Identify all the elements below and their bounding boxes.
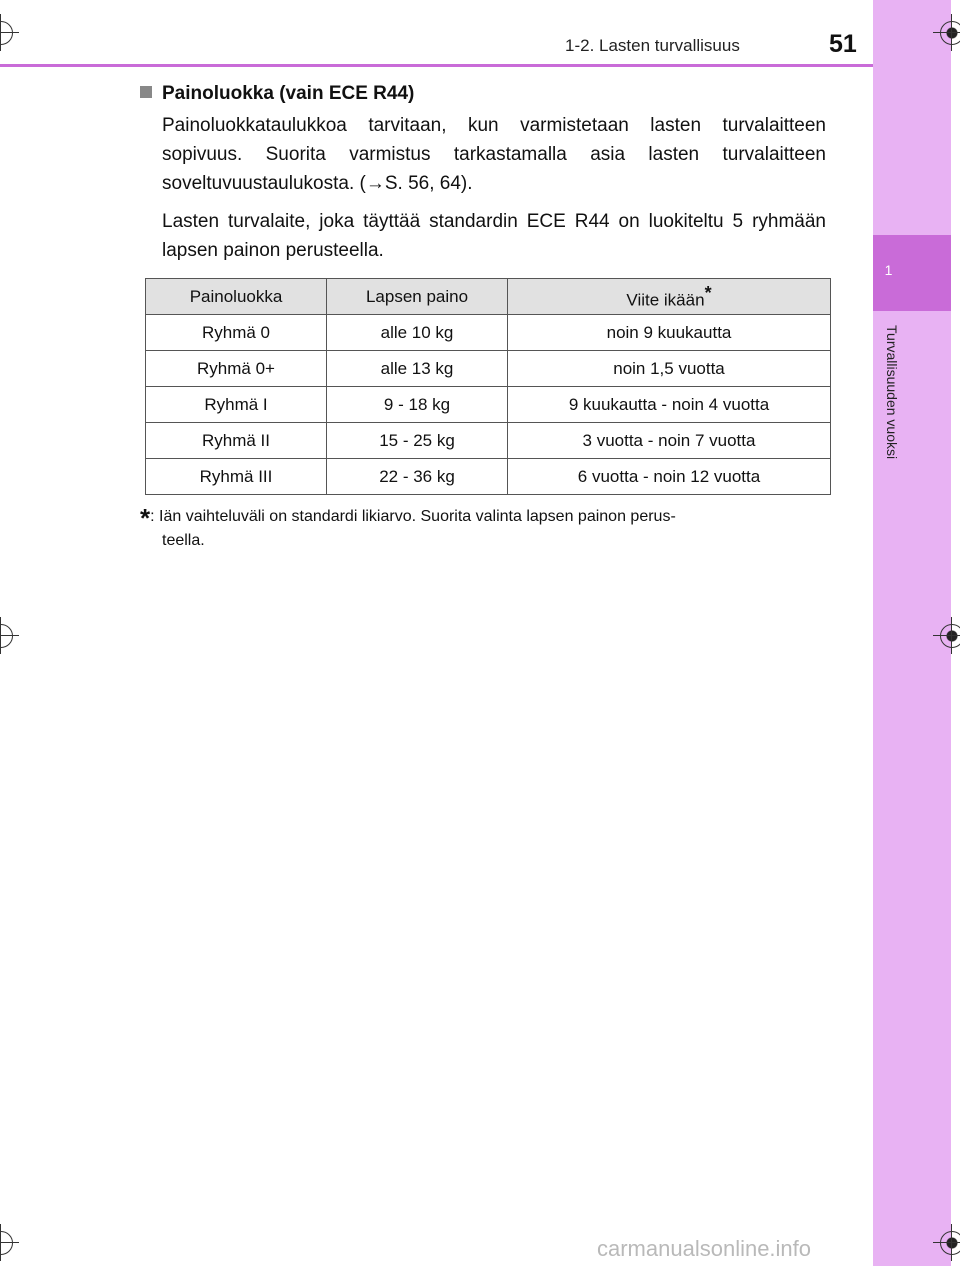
- asterisk-mark: *: [704, 282, 712, 303]
- table-row: [146, 459, 831, 495]
- table-cell: Ryhmä 0: [146, 315, 327, 351]
- chapter-number: 1: [884, 262, 893, 278]
- column-header: Lapsen paino: [327, 279, 508, 315]
- footnote: [140, 504, 828, 531]
- table-cell: noin 9 kuukautta: [508, 315, 831, 351]
- table-cell: 9 - 18 kg: [327, 387, 508, 423]
- footnote-asterisk: *: [140, 503, 151, 533]
- watermark: carmanualsonline.info: [597, 1236, 812, 1261]
- crop-mark-icon: [940, 1231, 960, 1255]
- table-row: [146, 315, 831, 351]
- weight-class-table: [145, 278, 831, 495]
- column-header-age: [508, 279, 831, 315]
- table-cell: 9 kuukautta - noin 4 vuotta: [508, 387, 831, 423]
- paragraph-2: Lasten turvalaite, joka täyttää standardin ECE R44 on luokiteltu 5 ryhmään lapsen painon perusteella.: [162, 211, 826, 261]
- table-row: [146, 351, 831, 387]
- table-cell: Ryhmä I: [146, 387, 327, 423]
- crop-mark-icon: [0, 21, 13, 45]
- chapter-title: Turvallisuuden vuoksi: [884, 325, 900, 460]
- table-cell: noin 1,5 vuotta: [508, 351, 831, 387]
- table-cell: 3 vuotta - noin 7 vuotta: [508, 423, 831, 459]
- column-header: Painoluokka: [146, 279, 327, 315]
- header-rule: [0, 64, 873, 67]
- table-row: [146, 423, 831, 459]
- table-cell: Ryhmä III: [146, 459, 327, 495]
- column-header-text: Viite ikään: [626, 290, 705, 310]
- section-heading: [140, 83, 414, 105]
- table-cell: 15 - 25 kg: [327, 423, 508, 459]
- table-header-row: [146, 279, 831, 315]
- crop-mark-icon: [0, 624, 13, 648]
- section-heading-text: Painoluokka (vain ECE R44): [162, 83, 415, 104]
- paragraph-1: Painoluokkataulukkoa tarvitaan, kun varmistetaan lasten turvalaitteen sopivuus. Suorita varmistus tarkastamalla asia lasten turvalaitteen soveltuvuustaulukosta. (→S. 56, 64).: [162, 115, 826, 194]
- table-cell: alle 10 kg: [327, 315, 508, 351]
- crop-mark-icon: [940, 624, 960, 648]
- page-number: 51: [829, 30, 857, 58]
- footnote-text: : Iän vaihteluväli on standardi likiarvo. Suorita valinta lapsen painon perus-: [150, 508, 676, 525]
- table-cell: Ryhmä 0+: [146, 351, 327, 387]
- table-cell: Ryhmä II: [146, 423, 327, 459]
- crop-mark-icon: [0, 1231, 13, 1255]
- table-cell: 6 vuotta - noin 12 vuotta: [508, 459, 831, 495]
- footnote-continuation: teella.: [162, 532, 205, 549]
- table-cell: 22 - 36 kg: [327, 459, 508, 495]
- crop-mark-icon: [940, 21, 960, 45]
- table-cell: alle 13 kg: [327, 351, 508, 387]
- section-title: 1-2. Lasten turvallisuus: [565, 36, 740, 55]
- square-bullet-icon: [140, 86, 152, 98]
- table-row: [146, 387, 831, 423]
